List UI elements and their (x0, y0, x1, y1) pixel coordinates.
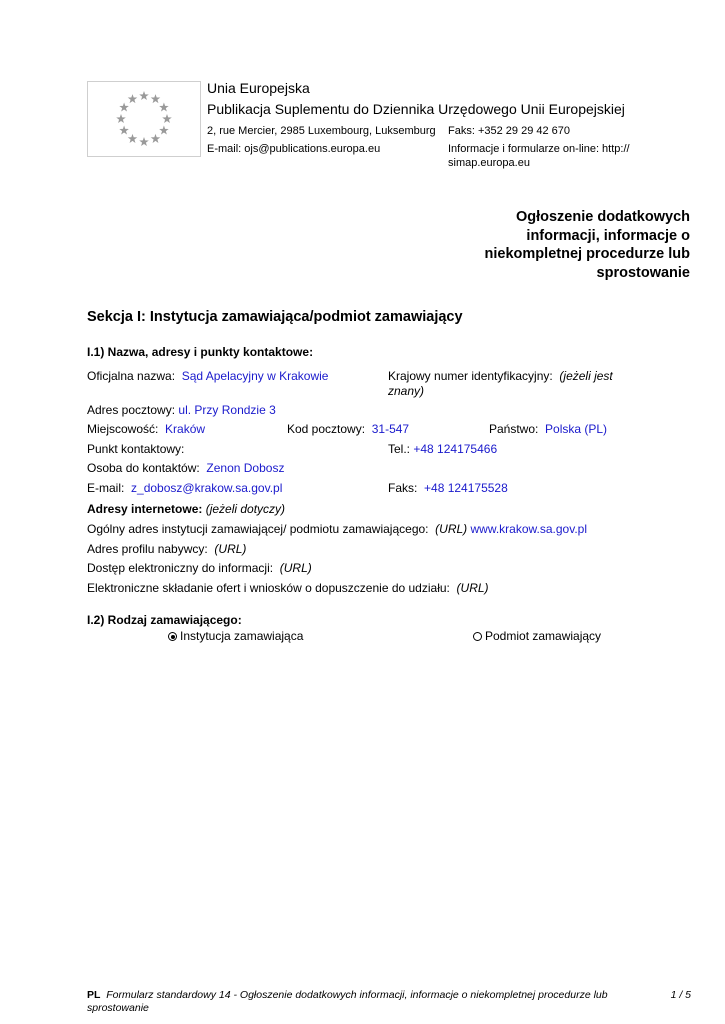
national-id-row (388, 369, 638, 399)
internet-label: Adresy internetowe: (87, 502, 203, 516)
email-label: E-mail: (87, 481, 125, 495)
page-footer (87, 989, 632, 1015)
notice-title-line2: informacji, informacje o (526, 227, 690, 244)
electronic-submission-tag: (URL) (456, 581, 489, 595)
contact-person-value: Zenon Dobosz (206, 461, 285, 475)
buyer-profile-row (87, 542, 246, 557)
electronic-submission-row (87, 581, 489, 596)
header-info-line2: simap.europa.eu (448, 157, 530, 169)
footer-form-line2: sprostowanie (87, 1002, 149, 1014)
eu-star-8 (119, 103, 129, 112)
postal-row (87, 403, 276, 418)
header-publication: Publikacja Suplementu do Dziennika Urzędowego Unii Europejskiej (207, 101, 625, 117)
official-name-value: Sąd Apelacyjny w Krakowie (181, 369, 329, 383)
buyer-profile-label: Adres profilu nabywcy: (87, 542, 208, 556)
tel-row (388, 442, 497, 457)
notice-title-line3: niekompletnej procedurze lub (484, 246, 690, 262)
eu-star-3 (151, 134, 161, 143)
eu-star-11 (151, 94, 161, 103)
header-org: Unia Europejska (207, 80, 310, 96)
national-id-label: Krajowy numer identyfikacyjny: (388, 369, 553, 383)
electronic-access-tag: (URL) (279, 561, 312, 575)
fax-row (388, 481, 508, 496)
fax-label: Faks: (388, 481, 418, 495)
general-url-link[interactable]: www.krakow.sa.gov.pl (470, 522, 588, 536)
eu-star-7 (116, 114, 126, 123)
footer-form-line1: Formularz standardowy 14 - Ogłoszenie dodatkowych informacji, informacje o niekompletnej procedurze lub (106, 989, 608, 1001)
header-address: 2, rue Mercier, 2985 Luxembourg, Luksemburg (207, 125, 436, 137)
radio-option1-label: Instytucja zamawiająca (180, 629, 304, 643)
tel-label: Tel.: (388, 442, 411, 456)
eu-flag-icon (87, 81, 201, 157)
contact-point-label: Punkt kontaktowy: (87, 442, 185, 456)
postcode-row (287, 422, 409, 437)
buyer-profile-tag: (URL) (214, 542, 247, 556)
city-row (87, 422, 205, 437)
electronic-access-label: Dostęp elektroniczny do informacji: (87, 561, 274, 575)
general-url-row (87, 522, 587, 537)
eu-star-6 (119, 126, 129, 135)
electronic-access-row (87, 561, 312, 576)
country-label: Państwo: (489, 422, 539, 436)
national-id-note1: (jeżeli jest (559, 369, 613, 383)
header-email: E-mail: ojs@publications.europa.eu (207, 143, 381, 155)
radio-option-contracting-authority[interactable] (168, 629, 303, 644)
eu-star-12 (159, 103, 169, 112)
radio-empty-icon[interactable] (473, 632, 482, 641)
tel-value: +48 124175466 (413, 442, 498, 456)
radio-selected-icon[interactable] (168, 632, 177, 641)
eu-star-4 (139, 137, 149, 146)
notice-title-line1: Ogłoszenie dodatkowych (515, 209, 690, 225)
official-name-row (87, 369, 328, 384)
internet-row (87, 502, 285, 517)
header-info-line1: Informacje i formularze on-line: http:// (448, 143, 630, 155)
email-row (87, 481, 282, 496)
page-number: 1 / 5 (670, 989, 691, 1001)
notice-title (470, 208, 690, 282)
postal-value: ul. Przy Rondzie 3 (178, 403, 276, 417)
general-url-tag: (URL) (435, 522, 468, 536)
fax-value: +48 124175528 (424, 481, 508, 495)
postal-label: Adres pocztowy: (87, 403, 176, 417)
eu-star-1 (162, 114, 172, 123)
postcode-label: Kod pocztowy: (287, 422, 366, 436)
subsection-1-1-heading: I.1) Nazwa, adresy i punkty kontaktowe: (87, 345, 314, 359)
contact-person-label: Osoba do kontaktów: (87, 461, 200, 475)
header-fax: Faks: +352 29 29 42 670 (448, 125, 571, 137)
footer-lang: PL (87, 989, 101, 1001)
national-id-note2: znany) (388, 384, 425, 398)
eu-star-2 (159, 126, 169, 135)
section-heading: Sekcja I: Instytucja zamawiająca/podmiot zamawiający (87, 309, 463, 325)
email-value: z_dobosz@krakow.sa.gov.pl (131, 481, 283, 495)
electronic-submission-label: Elektroniczne składanie ofert i wniosków o dopuszczenie do udziału: (87, 581, 450, 595)
postcode-value: 31-547 (371, 422, 410, 436)
city-value: Kraków (165, 422, 206, 436)
radio-option2-label: Podmiot zamawiający (485, 629, 602, 643)
internet-note: (jeżeli dotyczy) (205, 502, 286, 516)
notice-title-line4: sprostowanie (596, 264, 690, 281)
country-value: Polska (PL) (545, 422, 608, 436)
country-row (489, 422, 607, 437)
eu-star-10 (139, 91, 149, 100)
radio-option-contracting-entity[interactable] (473, 629, 601, 644)
official-name-label: Oficjalna nazwa: (87, 369, 176, 383)
header-info (448, 142, 630, 170)
general-url-label: Ogólny adres instytucji zamawiającej/ podmiotu zamawiającego: (87, 522, 429, 536)
eu-stars-svg (88, 82, 200, 156)
contact-person-row (87, 461, 284, 476)
subsection-1-2-heading: I.2) Rodzaj zamawiającego: (87, 613, 242, 627)
city-label: Miejscowość: (87, 422, 159, 436)
eu-star-9 (128, 94, 138, 103)
eu-star-5 (128, 134, 138, 143)
